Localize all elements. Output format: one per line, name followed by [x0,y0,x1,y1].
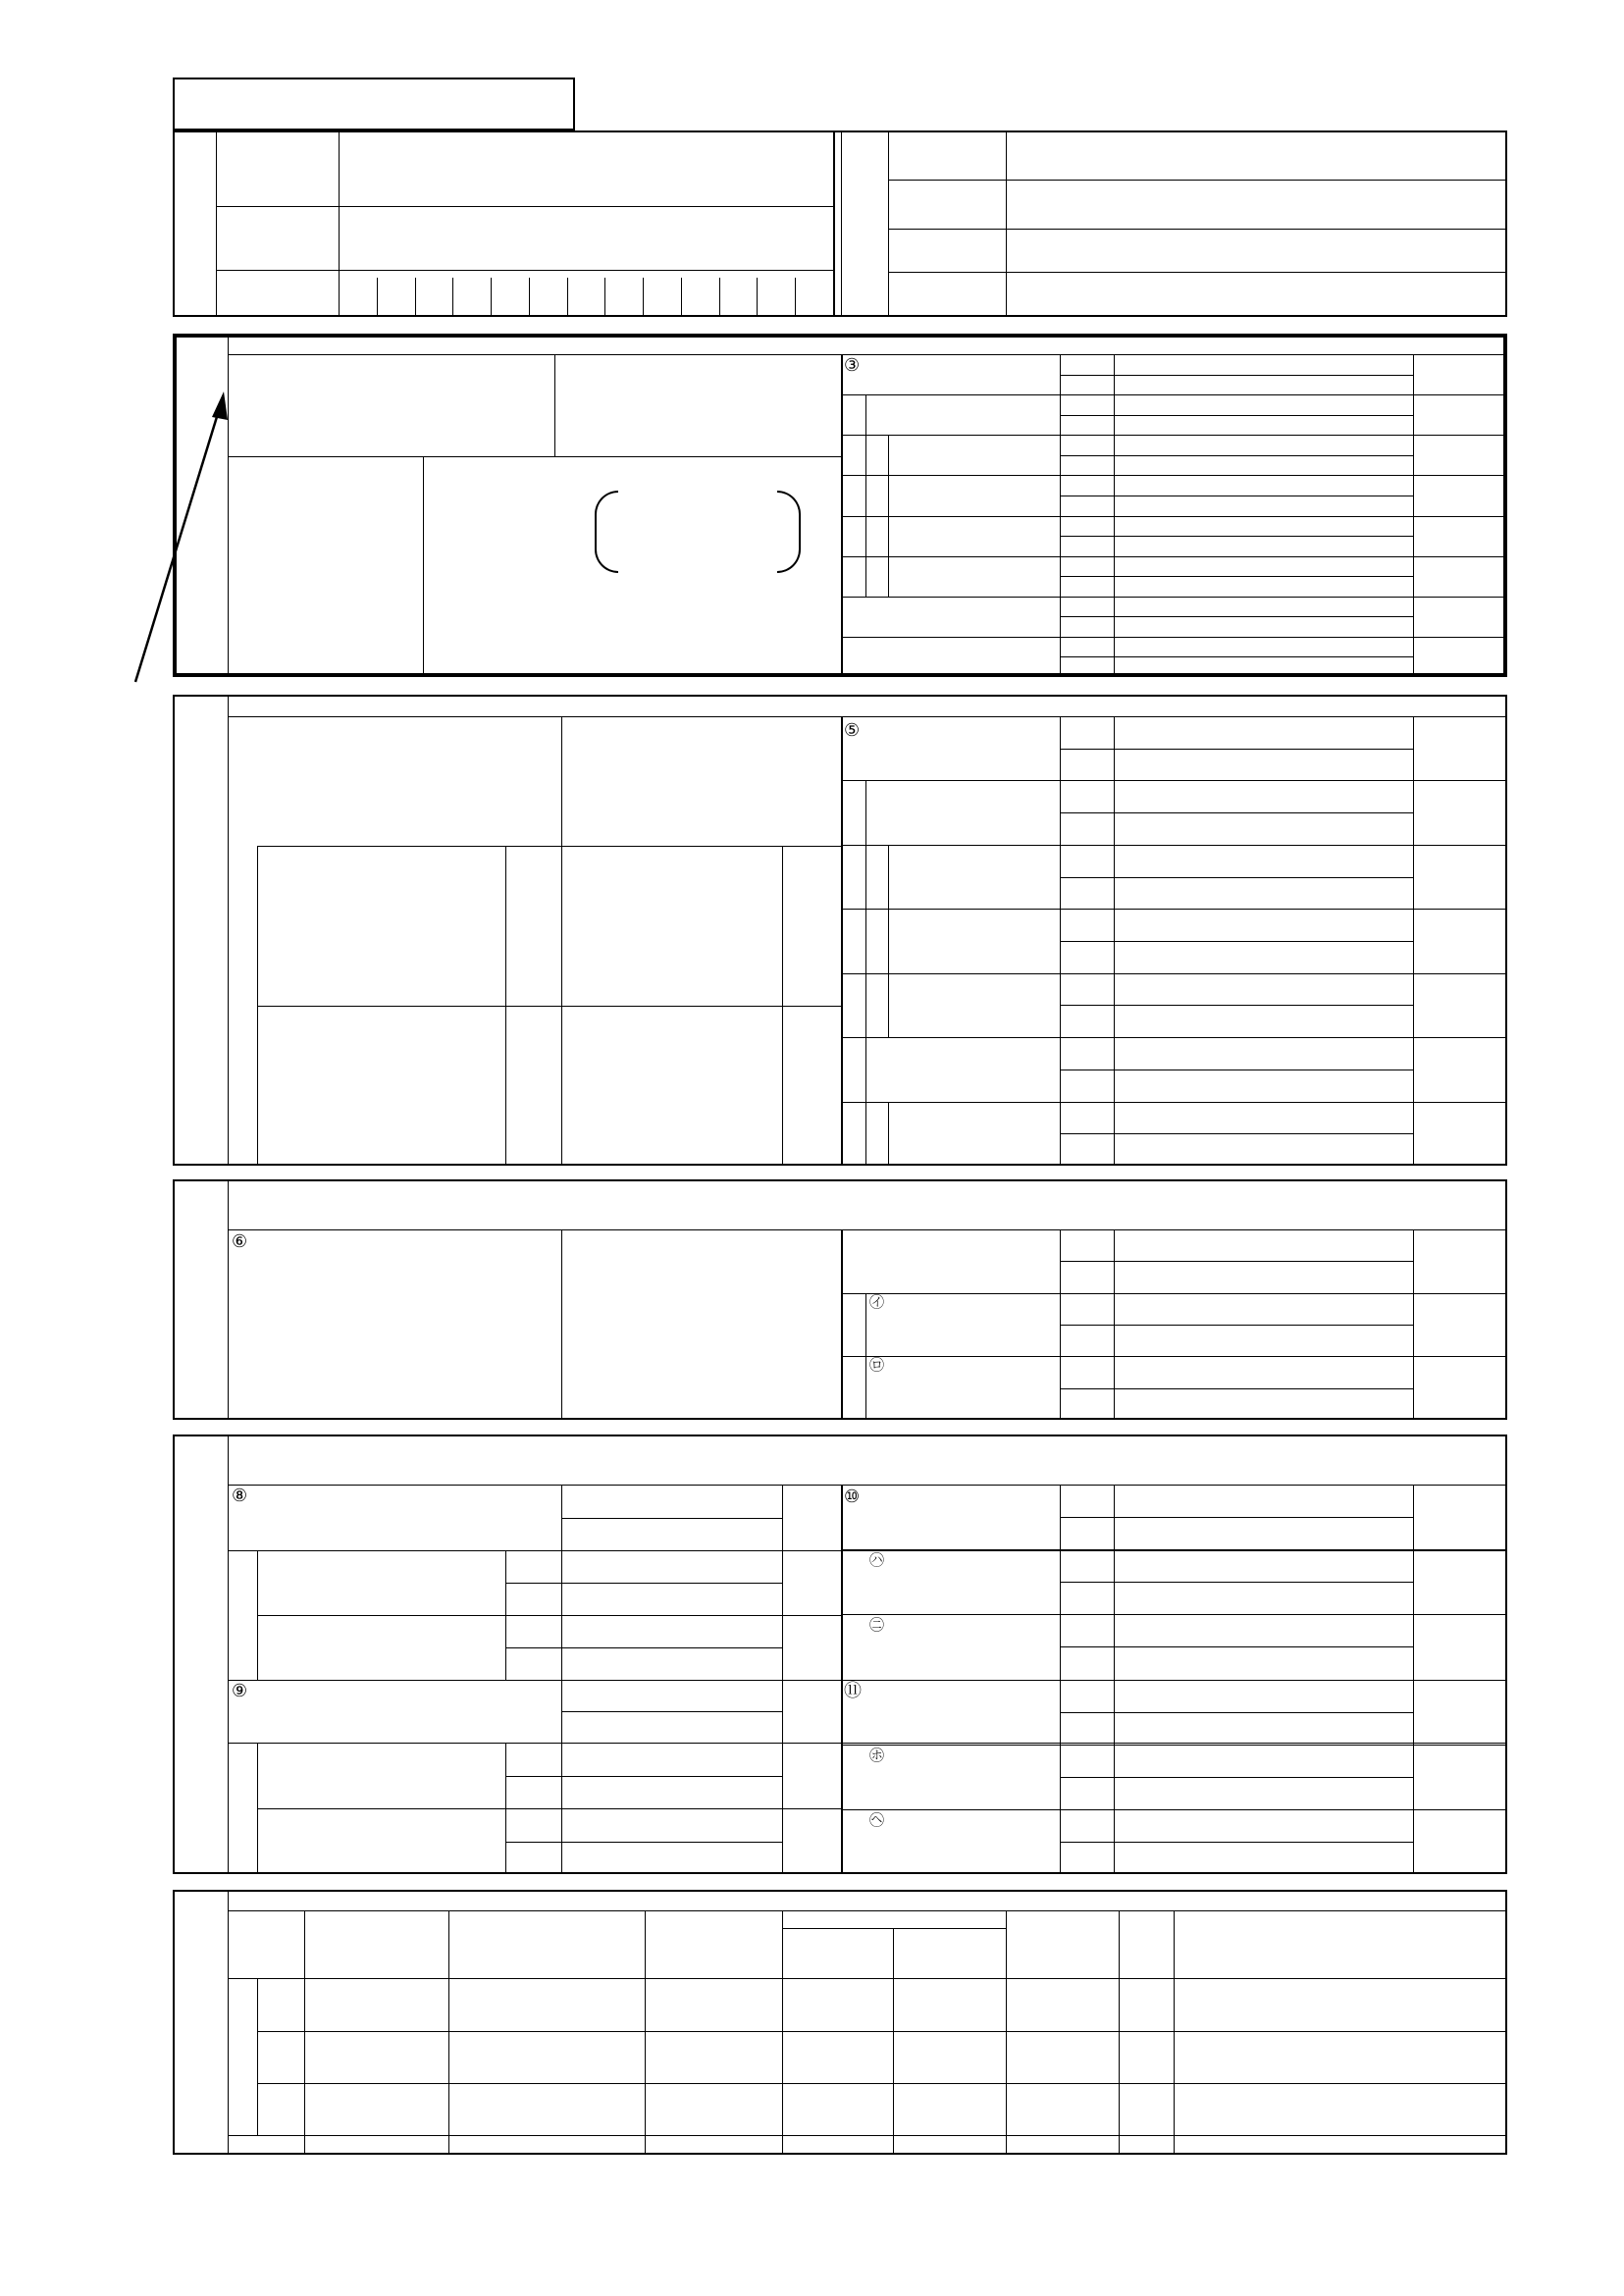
rule [452,278,453,317]
rule [1060,812,1413,813]
section-e [173,1890,1507,2155]
c-sub-b-num: ㋺ [869,1356,885,1375]
item10-num: ⑩ [844,1487,861,1507]
rule [1060,1582,1413,1583]
rule [1060,877,1413,878]
rule [888,845,889,1037]
section-b [173,695,1507,1166]
rule [841,1356,1507,1357]
rule [561,1711,782,1712]
rule [757,278,758,317]
item9-num: ⑨ [232,1681,248,1701]
d-ho-num: ㋭ [869,1746,885,1764]
rule [795,278,796,317]
rule [1060,616,1413,617]
category-bracket-left [595,491,618,573]
rule [1060,1325,1413,1326]
rule [888,1102,889,1166]
rule [529,278,530,317]
rule [1060,749,1413,750]
rule [604,278,605,317]
payer-block [173,130,1507,317]
rule [1060,1777,1413,1778]
rule [841,1037,1507,1038]
rule [1413,716,1414,1166]
rule [841,780,1060,781]
rule [1060,1133,1413,1134]
rule [1060,455,1413,456]
rule [1060,576,1413,577]
rule [865,394,866,597]
rule [841,845,1507,846]
c-sub-a-num: ㋑ [869,1292,885,1311]
rule [1060,1005,1413,1006]
rule [1060,1261,1413,1262]
rule [567,278,568,317]
category-bracket-right [777,491,801,573]
rule [1060,536,1413,537]
rule [841,435,1507,436]
rule [719,278,720,317]
rule [1060,415,1413,416]
rule [841,637,1507,638]
item11-num: ⑪ [844,1680,862,1701]
header-box [173,78,575,130]
rule [505,1583,782,1584]
rule [377,278,378,317]
rule [841,394,1060,395]
rule [841,1102,1507,1103]
rule [841,973,1507,974]
rule [1060,1517,1413,1518]
section-c [173,1179,1507,1420]
rule [865,1293,866,1420]
rule [888,435,889,597]
rule [841,1680,1507,1681]
rule [841,516,1507,517]
rule [1413,1229,1414,1420]
rule [841,597,1507,598]
rule [643,278,644,317]
item3-num: ③ [844,355,861,376]
d-ha-num: ㋩ [869,1551,885,1570]
rule [1060,1646,1413,1647]
rule [681,278,682,317]
rule [1060,375,1413,376]
rule [1060,656,1413,657]
rule [841,475,1507,476]
item6-num: ⑥ [232,1231,248,1252]
rule [491,278,492,317]
rule [841,556,1507,557]
rule [841,1809,1507,1810]
rule [1060,1842,1413,1843]
rule [415,278,416,317]
section-a [173,334,1507,677]
item5-num: ⑤ [844,720,861,741]
item8-num: ⑧ [232,1486,248,1506]
rule [505,1776,782,1777]
rule [561,1518,782,1519]
d-ni-num: ㊁ [869,1616,885,1635]
rule [841,1614,1507,1615]
rule [1060,941,1413,942]
rule [841,909,1507,910]
d-he-num: ㋬ [869,1810,885,1829]
rule [505,1647,782,1648]
arrow-icon [118,388,236,692]
rule [865,780,866,1166]
rule [1060,1712,1413,1713]
rule [841,1549,1507,1550]
rule [1060,1388,1413,1389]
rule [505,1842,782,1843]
rule [841,1745,1507,1746]
